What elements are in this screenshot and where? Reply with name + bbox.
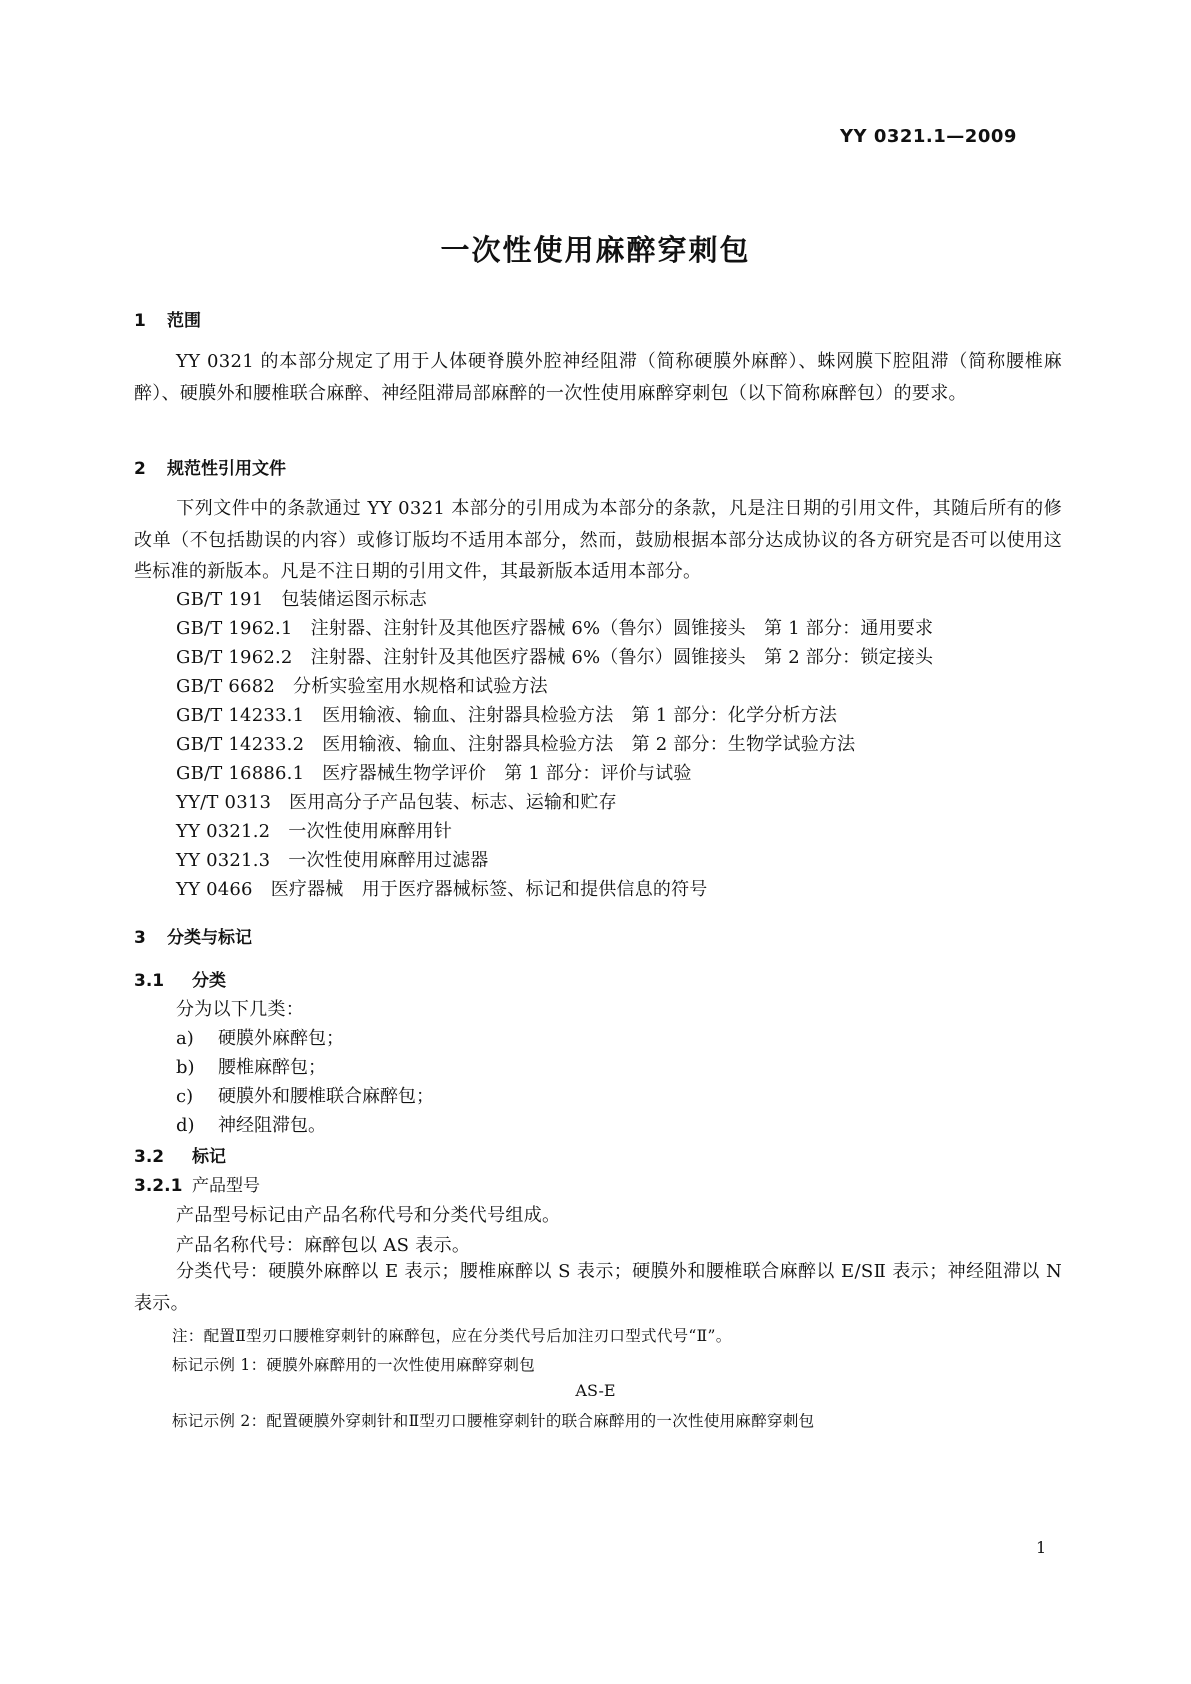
model-line-1: 产品型号标记由产品名称代号和分类代号组成。 xyxy=(176,1205,561,1226)
reference-item: GB/T 191 包装储运图示标志 xyxy=(176,589,427,610)
page-number: 1 xyxy=(1036,1538,1047,1557)
section-3-2-heading: 3.2 标记 xyxy=(134,1147,226,1167)
reference-item: GB/T 14233.1 医用输液、输血、注射器具检验方法 第 1 部分：化学分析方法 xyxy=(176,705,838,726)
section-number: 3 xyxy=(134,928,146,948)
list-item: d) 神经阻滞包。 xyxy=(176,1115,326,1136)
list-item: c) 硬膜外和腰椎联合麻醉包； xyxy=(176,1086,434,1107)
classification-intro: 分为以下几类： xyxy=(176,999,305,1020)
marking-example-2: 标记示例 2：配置硬膜外穿刺针和Ⅱ型刃口腰椎穿刺针的联合麻醉用的一次性使用麻醉穿刺包 xyxy=(172,1412,815,1430)
reference-item: GB/T 1962.2 注射器、注射针及其他医疗器械 6%（鲁尔）圆锥接头 第 2 部分：锁定接头 xyxy=(176,647,934,668)
reference-item: YY 0466 医疗器械 用于医疗器械标签、标记和提供信息的符号 xyxy=(176,879,708,900)
standard-code: YY 0321.1—2009 xyxy=(840,126,1017,147)
section-3-heading xyxy=(134,923,252,948)
reference-item: YY 0321.2 一次性使用麻醉用针 xyxy=(176,821,453,842)
section-title: 规范性引用文件 xyxy=(167,459,286,479)
marking-example-1: 标记示例 1：硬膜外麻醉用的一次性使用麻醉穿刺包 xyxy=(172,1356,535,1374)
section-number: 2 xyxy=(134,459,146,479)
section-title: 分类与标记 xyxy=(167,928,252,948)
list-item: b) 腰椎麻醉包； xyxy=(176,1057,326,1078)
section-2-paragraph: 下列文件中的条款通过 YY 0321 本部分的引用成为本部分的条款，凡是注日期的引用文件，其随后所有的修改单（不包括勘误的内容）或修订版均不适用本部分，然而，鼓励根据本部分达成协议的各方研究是否可以使用这些标准的新版本。凡是不注日期的引用文件，其最新版本适用本部分。 xyxy=(134,498,1062,582)
note: 注：配置Ⅱ型刃口腰椎穿刺针的麻醉包，应在分类代号后加注刃口型式代号“Ⅱ”。 xyxy=(172,1327,732,1345)
section-1-paragraph: YY 0321 的本部分规定了用于人体硬脊膜外腔神经阻滞（简称硬膜外麻醉）、蛛网膜下腔阻滞（简称腰椎麻醉）、硬膜外和腰椎联合麻醉、神经阻滞局部麻醉的一次性使用麻醉穿刺包（以下简称麻醉包）的要求。 xyxy=(134,351,1062,404)
reference-item: GB/T 16886.1 医疗器械生物学评价 第 1 部分：评价与试验 xyxy=(176,763,692,784)
reference-item: GB/T 1962.1 注射器、注射针及其他医疗器械 6%（鲁尔）圆锥接头 第 1 部分：通用要求 xyxy=(176,618,934,639)
reference-item: GB/T 6682 分析实验室用水规格和试验方法 xyxy=(176,676,548,697)
section-3-2-1-heading: 3.2.1 产品型号 xyxy=(134,1176,260,1196)
example-code: AS-E xyxy=(575,1381,616,1400)
section-title: 范围 xyxy=(167,311,201,331)
reference-item: YY/T 0313 医用高分子产品包装、标志、运输和贮存 xyxy=(176,792,617,813)
document-title: 一次性使用麻醉穿刺包 xyxy=(440,233,751,267)
section-1-heading xyxy=(134,306,201,331)
classification-code-paragraph: 分类代号：硬膜外麻醉以 E 表示；腰椎麻醉以 S 表示；硬膜外和腰椎联合麻醉以 E/SⅡ 表示；神经阻滞以 N 表示。 xyxy=(134,1261,1062,1314)
section-2-heading xyxy=(134,454,286,479)
reference-item: YY 0321.3 一次性使用麻醉用过滤器 xyxy=(176,850,489,871)
reference-item: GB/T 14233.2 医用输液、输血、注射器具检验方法 第 2 部分：生物学试验方法 xyxy=(176,734,856,755)
section-3-1-heading: 3.1 分类 xyxy=(134,971,226,991)
model-line-2: 产品名称代号：麻醉包以 AS 表示。 xyxy=(176,1235,471,1256)
list-item: a) 硬膜外麻醉包； xyxy=(176,1028,344,1049)
section-number: 1 xyxy=(134,311,146,331)
